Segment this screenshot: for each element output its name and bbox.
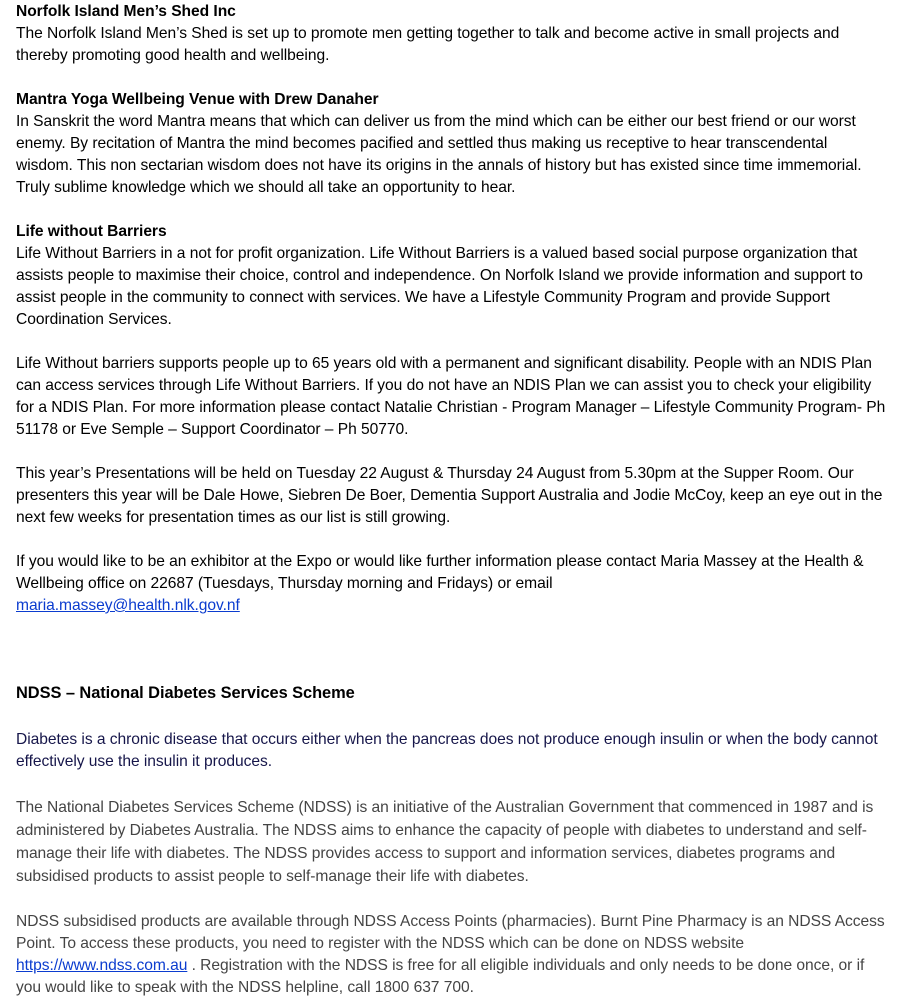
mens-shed-section: [16, 1, 888, 67]
exhibitor-section: [16, 551, 888, 617]
presentations-body: This year’s Presentations will be held on Tuesday 22 August & Thursday 24 August from 5.30pm at the Supper Room. Our presenters this year will be Dale Howe, Siebren De Boer, Dementia Support Australia and Jodie McCoy, keep an eye out in the next few weeks for presentation times as our list is still growing.: [16, 465, 883, 526]
ndss-body-2-a: NDSS subsidised products are available through NDSS Access Points (pharmacies). Burnt Pine Pharmacy is an NDSS Access Point. To access these products, you need to register with the NDSS which can be done on NDSS website: [16, 913, 885, 952]
mantra-body: In Sanskrit the word Mantra means that which can deliver us from the mind which can be either our best friend or our worst enemy. By recitation of Mantra the mind becomes pacified and settled thus making us receptive to hear transcendental wisdom. This non sectarian wisdom does not have its origins in the annals of history but has existed since time immemorial. Truly sublime knowledge which we should all take an opportunity to hear.: [16, 113, 862, 196]
presentations-section: [16, 463, 888, 529]
mantra-section: [16, 89, 888, 199]
ndss-heading: NDSS – National Diabetes Services Scheme: [16, 684, 355, 702]
lwb-body-2: Life Without barriers supports people up to 65 years old with a permanent and significant disability. People with an NDIS Plan can access services through Life Without Barriers. If you do not have an NDIS Plan we can assist you to check your eligibility for a NDIS Plan. For more information please contact Natalie Christian - Program Manager – Lifestyle Community Program- Ph 51178 or Eve Semple – Support Coordinator – Ph 50770.: [16, 355, 886, 438]
mens-shed-heading: Norfolk Island Men’s Shed Inc: [16, 3, 236, 20]
ndss-body-2-b: . Registration with the NDSS is free for all eligible individuals and only needs to be done once, or if you would like to speak with the NDSS helpline, call 1800 637 700.: [16, 957, 865, 996]
ndss-body-1-section: [16, 796, 888, 888]
ndss-intro: Diabetes is a chronic disease that occurs either when the pancreas does not produce enough insulin or when the body cannot effectively use the insulin it produces.: [16, 731, 878, 770]
ndss-body-2: [16, 911, 888, 999]
lwb-heading: Life without Barriers: [16, 223, 167, 240]
lwb-section-2: [16, 353, 888, 441]
lwb-section: [16, 221, 888, 331]
ndss-body-1: The National Diabetes Services Scheme (NDSS) is an initiative of the Australian Government that commenced in 1987 and is administered by Diabetes Australia. The NDSS aims to enhance the capacity of people with diabetes to understand and self-manage their life with diabetes. The NDSS provides access to support and information services, diabetes programs and subsidised products to assist people to self-manage their life with diabetes.: [16, 799, 874, 885]
ndss-heading-section: [16, 682, 888, 704]
email-link[interactable]: maria.massey@health.nlk.gov.nf: [16, 597, 240, 614]
lwb-body-1: Life Without Barriers in a not for profit organization. Life Without Barriers is a valued based social purpose organization that assists people to maximise their choice, control and independence. On Norfolk Island we provide information and support to assist people in the community to connect with services. We have a Lifestyle Community Program and provide Support Coordination Services.: [16, 245, 863, 328]
ndss-body-2-section: [16, 911, 888, 999]
exhibitor-body: If you would like to be an exhibitor at the Expo or would like further information please contact Maria Massey at the Health & Wellbeing office on 22687 (Tuesdays, Thursday morning and Fridays) or email: [16, 553, 864, 592]
mantra-heading: Mantra Yoga Wellbeing Venue with Drew Danaher: [16, 91, 379, 108]
ndss-intro-section: [16, 729, 888, 773]
ndss-website-link[interactable]: https://www.ndss.com.au: [16, 957, 188, 974]
mens-shed-body: The Norfolk Island Men’s Shed is set up to promote men getting together to talk and become active in small projects and thereby promoting good health and wellbeing.: [16, 25, 840, 64]
